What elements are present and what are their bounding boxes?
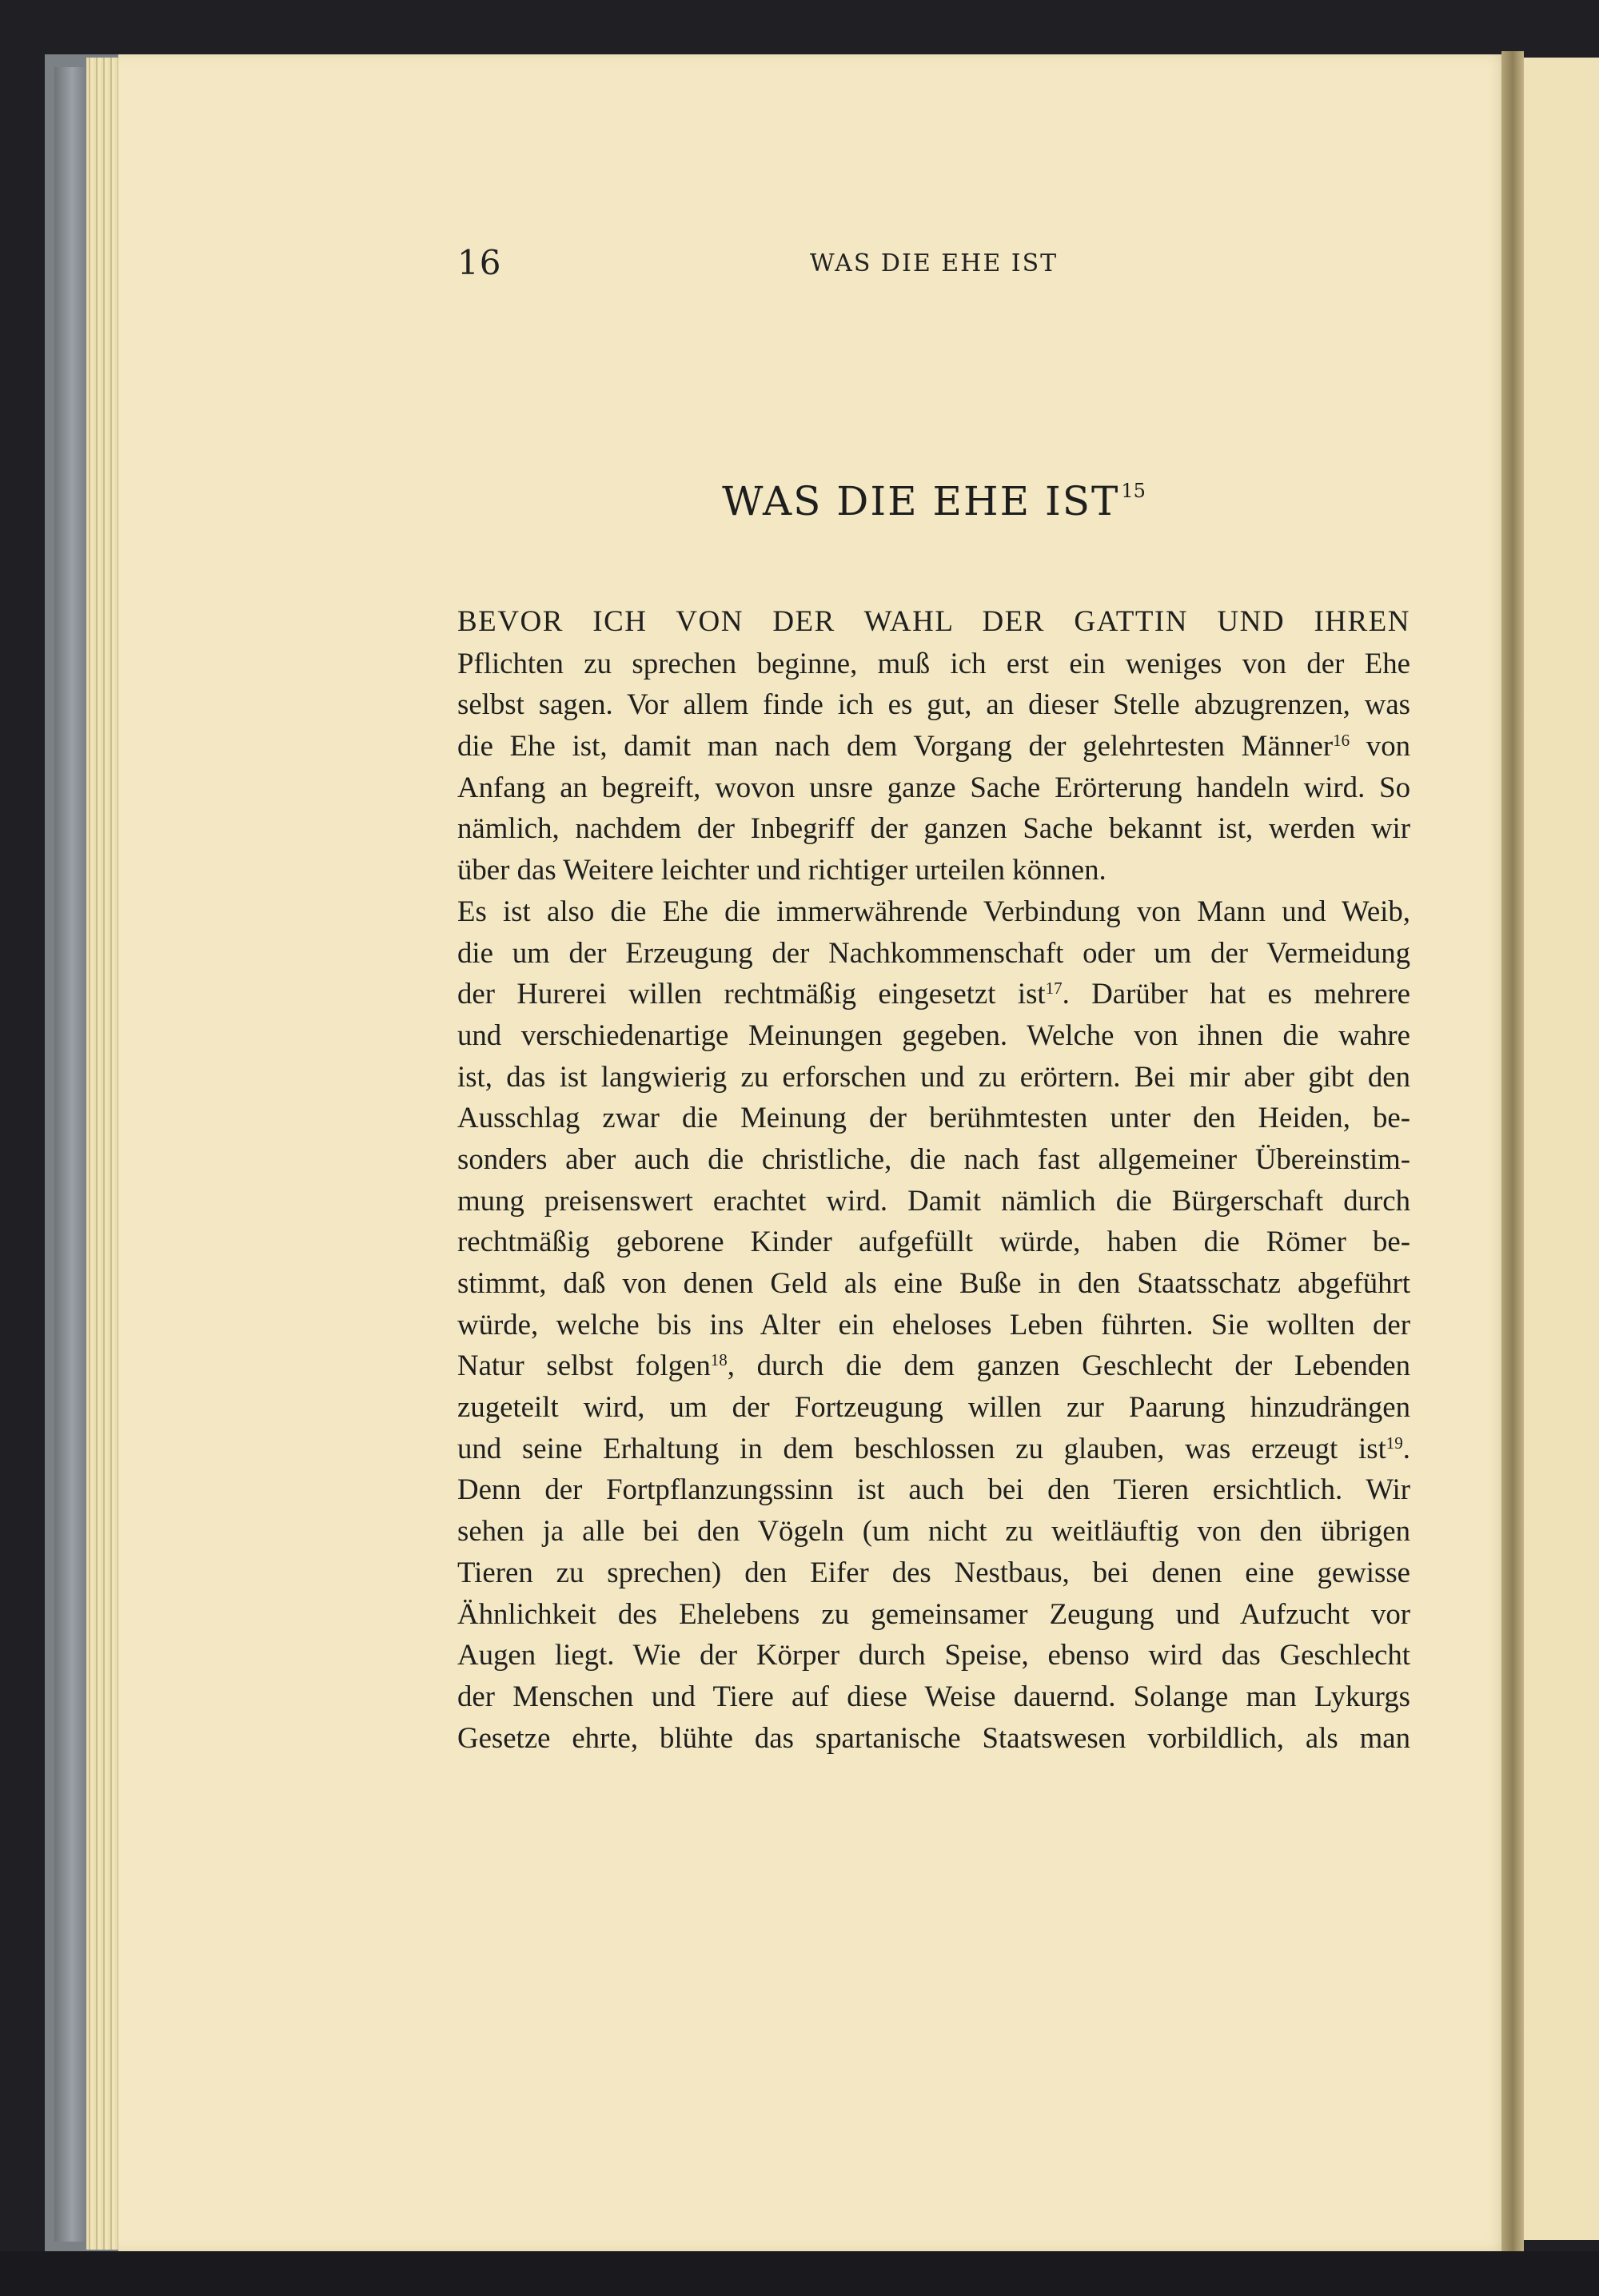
footnote-marker: 17 [1045,979,1063,999]
text-line [457,1138,1410,1180]
text-line [457,891,1410,932]
page-number: 16 [457,243,502,282]
scan-background [0,2251,1599,2296]
line-text: Ähnlichkeit des Ehelebens zu gemeinsamer Zeugung und Aufzucht vor [457,1596,1410,1630]
text-line [457,1345,1410,1386]
footnote-marker: 19 [1386,1433,1403,1453]
line-text: über das Weitere leichter und richtiger urteilen können. [457,853,1107,887]
text-line [457,601,1410,643]
text-line [457,807,1410,849]
line-text: sehen ja alle bei den Vögeln (um nicht zu weitläuftig von den übrigen [457,1514,1410,1548]
text-line [457,932,1410,974]
line-text: mung preisenswert erachtet wird. Damit nämlich die Bürgerschaft durch [457,1183,1410,1217]
line-text: Denn der Fortpflanzungssinn ist auch bei den Tieren ersichtlich. Wir [457,1473,1410,1506]
line-text-continued: , durch die dem ganzen Geschlecht der Lebenden [727,1349,1410,1382]
line-text: der Menschen und Tiere auf diese Weise dauernd. Solange man Lykurgs [457,1679,1410,1712]
text-line [457,1056,1410,1098]
line-text: Augen liegt. Wie der Körper durch Speise, ebenso wird das Geschlecht [457,1638,1410,1672]
text-line [457,1304,1410,1345]
book-spine-strip [54,67,86,2242]
text-line [457,1262,1410,1304]
page-header [457,243,1410,291]
text-line [457,1510,1410,1552]
line-text: Ausschlag zwar die Meinung der berühmtesten unter den Heiden, be- [457,1101,1410,1134]
line-text: Pflichten zu sprechen beginne, muß ich erst ein weniges von der Ehe [457,646,1410,680]
text-line [457,849,1410,891]
line-text: zugeteilt wird, um der Fortzeugung willen zur Paarung hinzudrängen [457,1390,1410,1424]
book-gutter [1501,51,1524,2251]
line-text: und verschiedenartige Meinungen gegeben. Welche von ihnen die wahre [457,1018,1410,1051]
next-page-edge [1524,58,1599,2240]
line-text: stimmt, daß von denen Geld als eine Buße in den Staatsschatz abgeführt [457,1266,1410,1299]
text-line [457,1014,1410,1056]
text-line [457,1552,1410,1593]
text-line [457,973,1410,1014]
text-line [457,1593,1410,1635]
line-text: Natur selbst folgen [457,1349,711,1382]
line-text: nämlich, nachdem der Inbegriff der ganzen Sache bekannt ist, werden wir [457,811,1410,845]
text-line [457,1221,1410,1262]
footnote-marker: 16 [1333,731,1350,751]
running-head: WAS DIE EHE IST [809,249,1059,277]
body-text [457,601,1410,1758]
text-line [457,1428,1410,1469]
line-text-continued: . Darüber hat es mehrere [1062,977,1411,1010]
text-line [457,643,1410,684]
line-text: Gesetze ehrte, blühte das spartanische Staatswesen vorbildlich, als man [457,1720,1410,1754]
footnote-marker: 15 [1121,480,1146,502]
line-text: BEVOR ICH VON DER WAHL DER GATTIN UND IHREN [457,605,1410,638]
text-line [457,684,1410,725]
text-line [457,1676,1410,1717]
line-text: die Ehe ist, damit man nach dem Vorgang der gelehrtesten Männer [457,729,1334,763]
text-line [457,1634,1410,1676]
line-text: Tieren zu sprechen) den Eifer des Nestbaus, bei denen eine gewisse [457,1555,1410,1588]
line-text: der Hurerei willen rechtmäßig eingesetzt ist [457,977,1046,1010]
line-text: rechtmäßig geborene Kinder aufgefüllt würde, haben die Römer be- [457,1225,1410,1258]
footnote-marker: 18 [710,1350,728,1370]
line-text: selbst sagen. Vor allem finde ich es gut, an dieser Stelle abzugrenzen, was [457,688,1410,721]
text-line [457,1097,1410,1138]
line-text: Anfang an begreift, wovon unsre ganze Sache Erörterung handeln wird. So [457,770,1410,803]
line-text: Es ist also die Ehe die immerwährende Verbindung von Mann und Weib, [457,894,1410,927]
line-text-continued: von [1350,729,1410,763]
text-line [457,1180,1410,1222]
line-text: ist, das ist langwierig zu erforschen und zu erörtern. Bei mir aber gibt den [457,1059,1410,1093]
text-line [457,1386,1410,1428]
text-line [457,725,1410,767]
line-text: würde, welche bis ins Alter ein eheloses Leben führten. Sie wollten der [457,1307,1410,1341]
chapter-title-text: WAS DIE EHE IST [722,478,1120,524]
line-text: sonders aber auch die christliche, die nach fast allgemeiner Übereinstim- [457,1142,1410,1175]
line-text: die um der Erzeugung der Nachkommenschaft oder um der Vermeidung [457,935,1410,969]
text-line [457,767,1410,808]
text-line [457,1469,1410,1510]
chapter-title [457,478,1410,524]
line-text-continued: . [1402,1431,1410,1465]
text-line [457,1717,1410,1759]
line-text: und seine Erhaltung in dem beschlossen zu glauben, was erzeugt ist [457,1431,1386,1465]
